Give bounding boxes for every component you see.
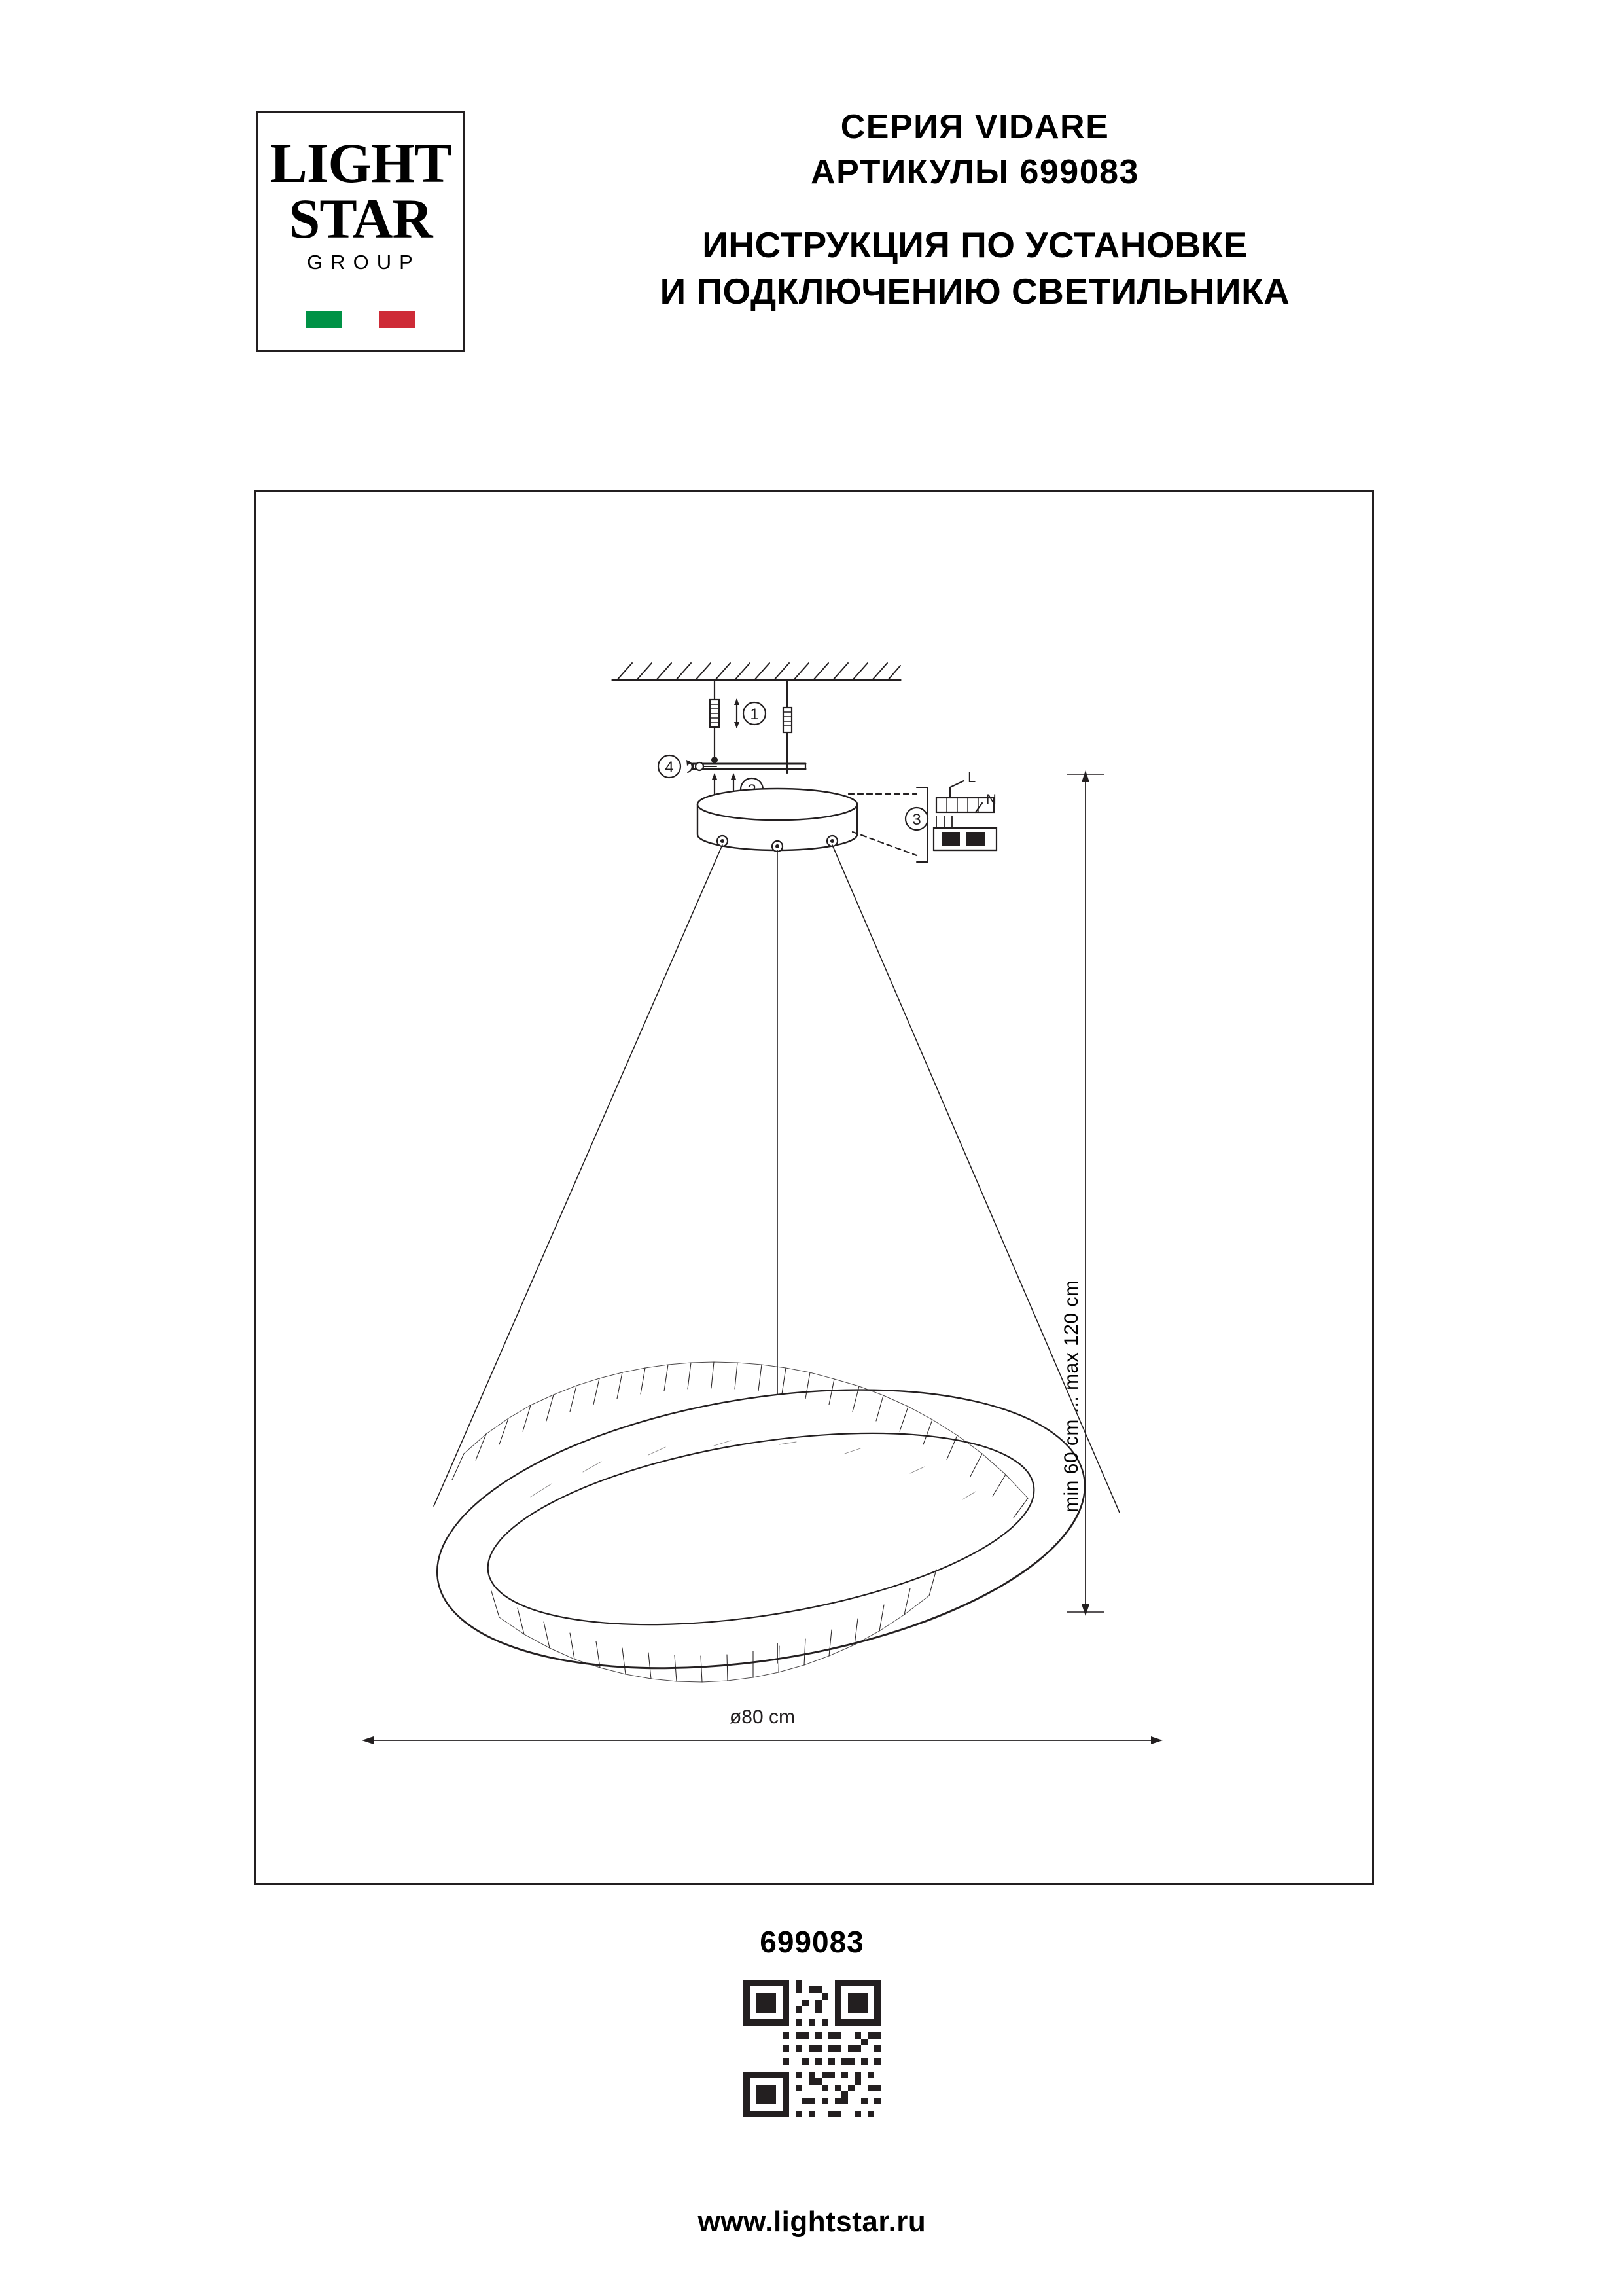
instruction-title-line2: И ПОДКЛЮЧЕНИЮ СВЕТИЛЬНИКА [660, 270, 1290, 312]
brand-logo [256, 111, 465, 352]
callout-3-label: 3 [912, 811, 921, 829]
brand-line-group: GROUP [307, 250, 421, 274]
terminal-label-L: L [968, 769, 976, 785]
installation-diagram-frame [254, 490, 1374, 1885]
terminal-label-N: N [986, 791, 997, 808]
website-url: www.lightstar.ru [697, 2206, 927, 2238]
qr-code [743, 1980, 881, 2117]
callout-4-label: 4 [665, 759, 674, 776]
articles-label: АРТИКУЛЫ 699083 [811, 152, 1139, 191]
installation-diagram [256, 492, 1372, 1883]
header-text-block [497, 105, 1453, 314]
instruction-title-line1: ИНСТРУКЦИЯ ПО УСТАНОВКЕ [702, 224, 1248, 266]
brand-line-star: STAR [289, 187, 432, 250]
diameter-dimension-label: ø80 cm [729, 1706, 796, 1728]
height-dimension-label: min 60 cm ... max 120 cm [1061, 1280, 1082, 1513]
qr-code-icon [743, 1980, 881, 2117]
footer-article-code: 699083 [760, 1925, 864, 1959]
document-header [0, 105, 1624, 380]
italian-flag-icon [306, 311, 415, 328]
callout-1-label: 1 [750, 706, 759, 723]
brand-line-light: LIGHT [270, 132, 451, 194]
series-label: СЕРИЯ VIDARE [840, 108, 1110, 146]
